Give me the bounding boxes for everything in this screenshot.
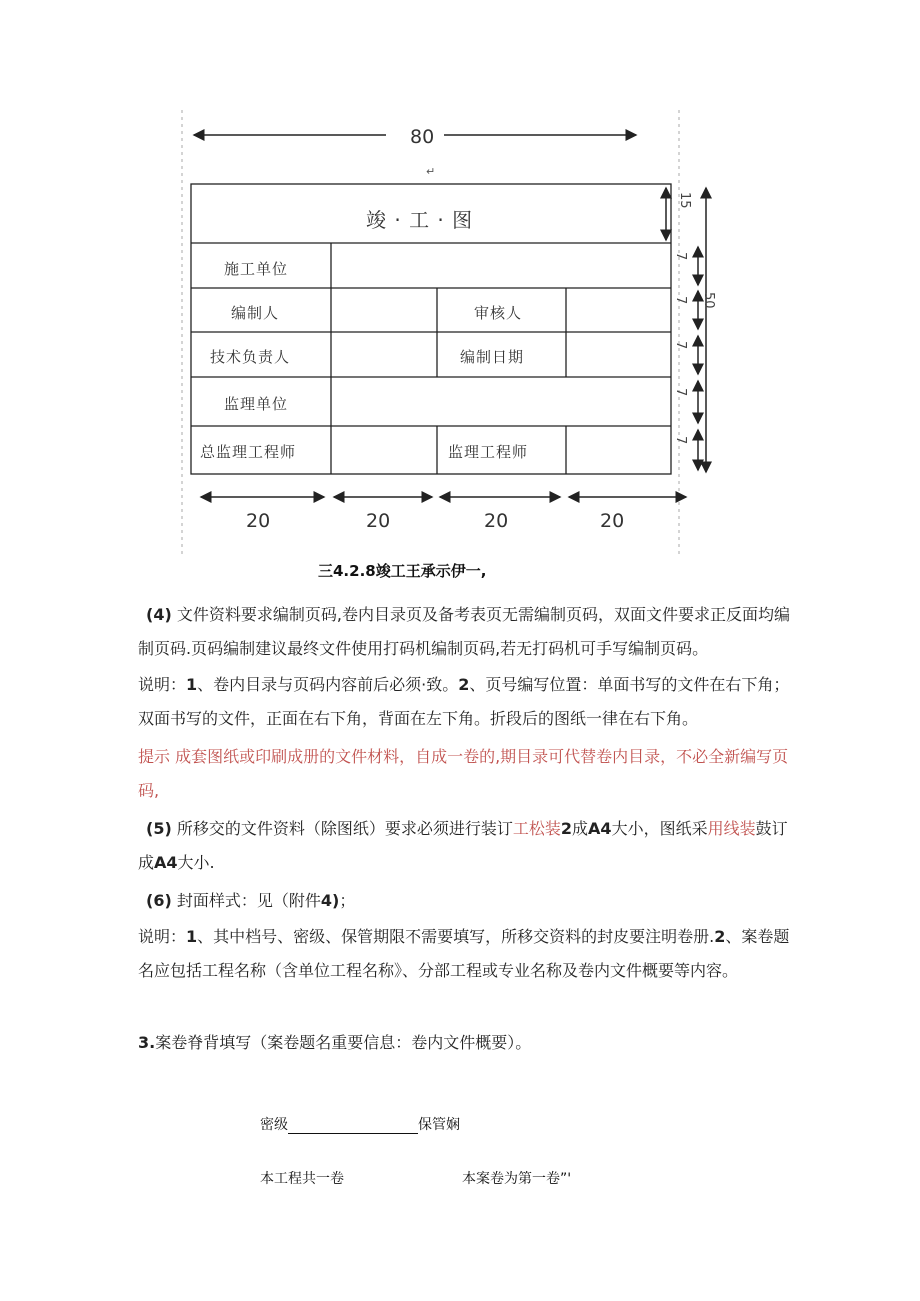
secret-level-label: 密级 bbox=[260, 1117, 288, 1133]
paragraph-text: 所移交的文件资料（除图纸）要求必须进行装订 bbox=[176, 819, 513, 838]
tip-paragraph: 提示 成套图纸或印刷成册的文件材料，自成一卷的,期目录可代替卷内目录，不必全新编写页码, bbox=[138, 747, 789, 800]
note-text: 、案卷题名应包括工程名称（含单位工程名称》、分部工程或专业名称及卷内文件概要等内容。 bbox=[138, 927, 790, 980]
bold-text: A4 bbox=[154, 853, 178, 872]
row-height-label: 7 bbox=[673, 296, 688, 305]
bold-text: 4) bbox=[320, 891, 340, 910]
secret-level-blank bbox=[288, 1119, 418, 1134]
label-supervision-engineer: 监理工程师 bbox=[448, 443, 529, 461]
bold-text: A4 bbox=[588, 819, 612, 838]
paragraph-text: 成 bbox=[572, 819, 589, 838]
paragraph-text: 封面样式：见（附件 bbox=[176, 891, 321, 910]
project-volumes: 本工程共一卷 bbox=[260, 1171, 344, 1187]
item-number: (5) bbox=[146, 819, 172, 838]
paragraph-text: 大小，图纸采 bbox=[611, 819, 708, 838]
row-height-label: 7 bbox=[673, 341, 688, 350]
row-height-label: 7 bbox=[673, 252, 688, 261]
note-number: 1 bbox=[186, 927, 198, 946]
col-width-label: 20 bbox=[366, 510, 391, 532]
paragraph-6 bbox=[138, 884, 798, 918]
bold-text: 2 bbox=[560, 819, 573, 838]
paragraph-5 bbox=[138, 812, 798, 880]
note-text: 、其中档号、密级、保管期限不需要填写，所移交资料的封皮要注明卷册. bbox=[197, 927, 715, 946]
item-3 bbox=[138, 1026, 798, 1060]
paragraph-4 bbox=[138, 598, 798, 666]
col-width-label: 20 bbox=[246, 510, 271, 532]
col-width-label: 20 bbox=[600, 510, 625, 532]
retention-label: 保管娴 bbox=[418, 1117, 460, 1133]
figure-caption: 三4.2.8竣工王承示伊一, bbox=[318, 562, 487, 580]
note-label: 说明： bbox=[138, 927, 187, 946]
stamp-title: 竣 · 工 · 图 bbox=[366, 208, 474, 232]
row-height-label: 7 bbox=[673, 388, 688, 397]
highlight-text: 用线装 bbox=[707, 819, 756, 838]
note-number: 2 bbox=[458, 675, 470, 694]
note-2 bbox=[138, 920, 798, 988]
note-text: 、卷内目录与页码内容前后必须·致。 bbox=[197, 675, 459, 694]
item-number: (4) bbox=[146, 605, 172, 624]
highlight-text: 工松装 bbox=[512, 819, 561, 838]
label-construction-unit: 施工单位 bbox=[224, 260, 289, 278]
note-number: 1 bbox=[186, 675, 198, 694]
paragraph-text: 鼓订成 bbox=[138, 819, 788, 872]
item-number: (6) bbox=[146, 891, 172, 910]
note-number: 2 bbox=[714, 927, 726, 946]
item-number: 3. bbox=[138, 1033, 156, 1052]
label-tech-lead: 技术负责人 bbox=[210, 348, 291, 366]
label-compiler: 编制人 bbox=[231, 304, 280, 322]
label-compile-date: 编制日期 bbox=[460, 348, 525, 366]
paragraph-text: ； bbox=[339, 891, 356, 910]
completion-stamp-figure bbox=[176, 110, 746, 560]
width-label: 80 bbox=[410, 126, 435, 148]
note-1 bbox=[138, 668, 798, 736]
label-reviewer: 审核人 bbox=[474, 304, 523, 322]
figure-lines bbox=[176, 110, 746, 560]
this-volume: 本案卷为第一卷”' bbox=[462, 1171, 572, 1187]
secret-level-field bbox=[260, 1114, 460, 1134]
para-mark: ↵ bbox=[426, 165, 436, 178]
row-height-label: 7 bbox=[673, 436, 688, 445]
total-height-label: 50 bbox=[701, 292, 716, 309]
paragraph-text: 案卷脊背填写（案卷题名重要信息：卷内文件概要）。 bbox=[155, 1033, 532, 1052]
paragraph-text: 文件资料要求编制页码,卷内目录页及备考表页无需编制页码，双面文件要求正反面均编制页码.页码编制建议最终文件使用打码机编制页码,若无打码机可手写编制页码。 bbox=[138, 605, 790, 658]
note-text: 、页号编写位置：单面书写的文件在右下角；双面书写的文件，正面在右下角，背面在左下角。折段后的图纸一律在右下角。 bbox=[138, 675, 790, 728]
paragraph-text: 大小. bbox=[177, 853, 215, 872]
label-chief-engineer: 总监理工程师 bbox=[200, 443, 297, 461]
title-height-label: 15 bbox=[677, 192, 692, 209]
label-supervision-unit: 监理单位 bbox=[224, 395, 289, 413]
col-width-label: 20 bbox=[484, 510, 509, 532]
note-label: 说明： bbox=[138, 675, 187, 694]
